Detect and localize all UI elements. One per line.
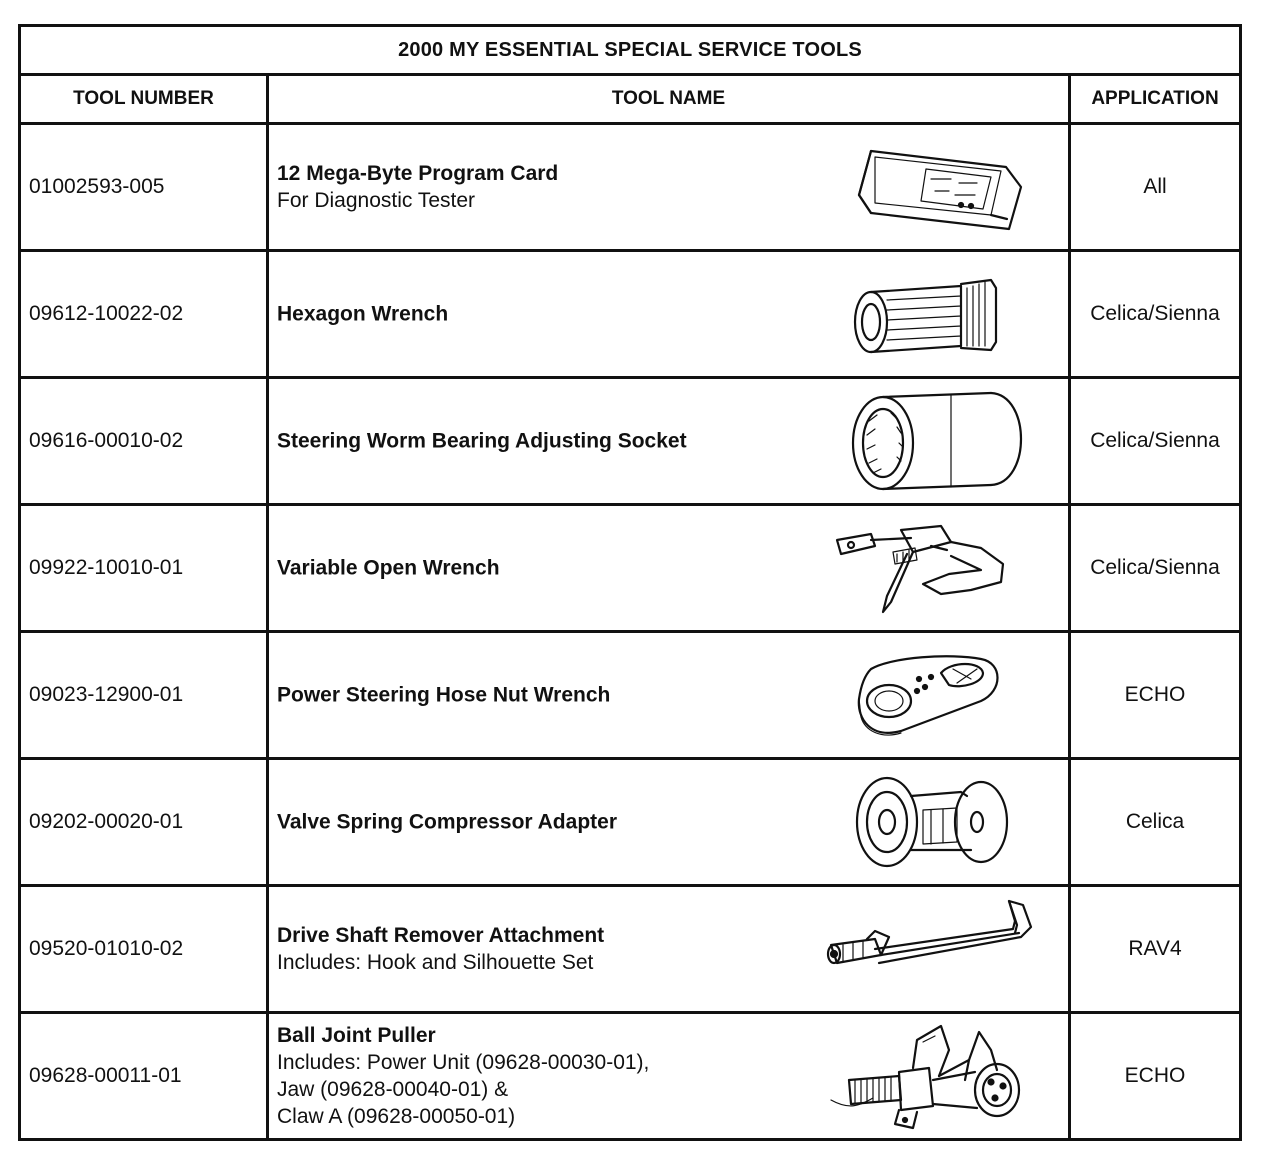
tool-application: ECHO [1070,632,1241,759]
header-application: APPLICATION [1070,75,1241,124]
tool-name-cell [268,124,1070,251]
tool-name-cell [268,251,1070,378]
tool-name-cell [268,759,1070,886]
tool-number: 09922-10010-01 [20,505,268,632]
tools-table [18,24,1242,1141]
tool-name-cell [268,1013,1070,1140]
tool-name: Ball Joint Puller [277,1024,436,1047]
tool-number: 09612-10022-02 [20,251,268,378]
tool-name: Power Steering Hose Nut Wrench [277,683,611,707]
hose-nut-wrench-icon [831,639,1051,751]
tool-number: 09023-12900-01 [20,632,268,759]
tool-application: ECHO [1070,1013,1241,1140]
table-row [20,759,1241,886]
header-tool-number: TOOL NUMBER [20,75,268,124]
program-card-icon [831,131,1051,243]
tool-application: All [1070,124,1241,251]
tool-detail: Includes: Power Unit (09628-00030-01), [277,1051,650,1074]
tool-number: 09202-00020-01 [20,759,268,886]
tools-sheet [18,24,1239,1150]
tool-name-cell [268,632,1070,759]
table-title: 2000 MY ESSENTIAL SPECIAL SERVICE TOOLS [20,26,1241,75]
tool-name: Variable Open Wrench [277,556,500,580]
tool-name: 12 Mega-Byte Program Card [277,162,559,185]
tool-name-cell [268,505,1070,632]
table-row [20,378,1241,505]
table-row [20,251,1241,378]
table-row [20,124,1241,251]
tool-detail: Jaw (09628-00040-01) & [277,1078,509,1101]
table-row [20,632,1241,759]
tool-number: 09616-00010-02 [20,378,268,505]
tool-name: Hexagon Wrench [277,302,449,326]
tool-detail: Includes: Hook and Silhouette Set [277,951,594,974]
table-row [20,886,1241,1013]
table-row [20,1013,1241,1140]
tool-name: Drive Shaft Remover Attachment [277,924,605,947]
tool-number: 09628-00011-01 [20,1013,268,1140]
header-row [20,75,1241,124]
tool-name: Steering Worm Bearing Adjusting Socket [277,429,687,453]
tool-name-cell [268,378,1070,505]
variable-open-wrench-icon [831,512,1051,624]
tool-application: RAV4 [1070,886,1241,1013]
tool-number: 01002593-005 [20,124,268,251]
tool-application: Celica [1070,759,1241,886]
tool-name-cell [268,886,1070,1013]
tool-detail: For Diagnostic Tester [277,189,476,212]
tool-application: Celica/Sienna [1070,378,1241,505]
tool-application: Celica/Sienna [1070,251,1241,378]
tool-detail: Claw A (09628-00050-01) [277,1105,516,1128]
tool-name: Valve Spring Compressor Adapter [277,810,617,834]
adjusting-socket-icon [831,385,1051,497]
compressor-adapter-icon [831,766,1051,878]
tool-application: Celica/Sienna [1070,505,1241,632]
header-tool-name: TOOL NAME [268,75,1070,124]
ball-joint-puller-icon [829,1020,1049,1132]
table-row [20,505,1241,632]
tool-number: 09520-01010-02 [20,886,268,1013]
hexagon-wrench-icon [831,258,1051,370]
drive-shaft-remover-icon [819,893,1039,1005]
